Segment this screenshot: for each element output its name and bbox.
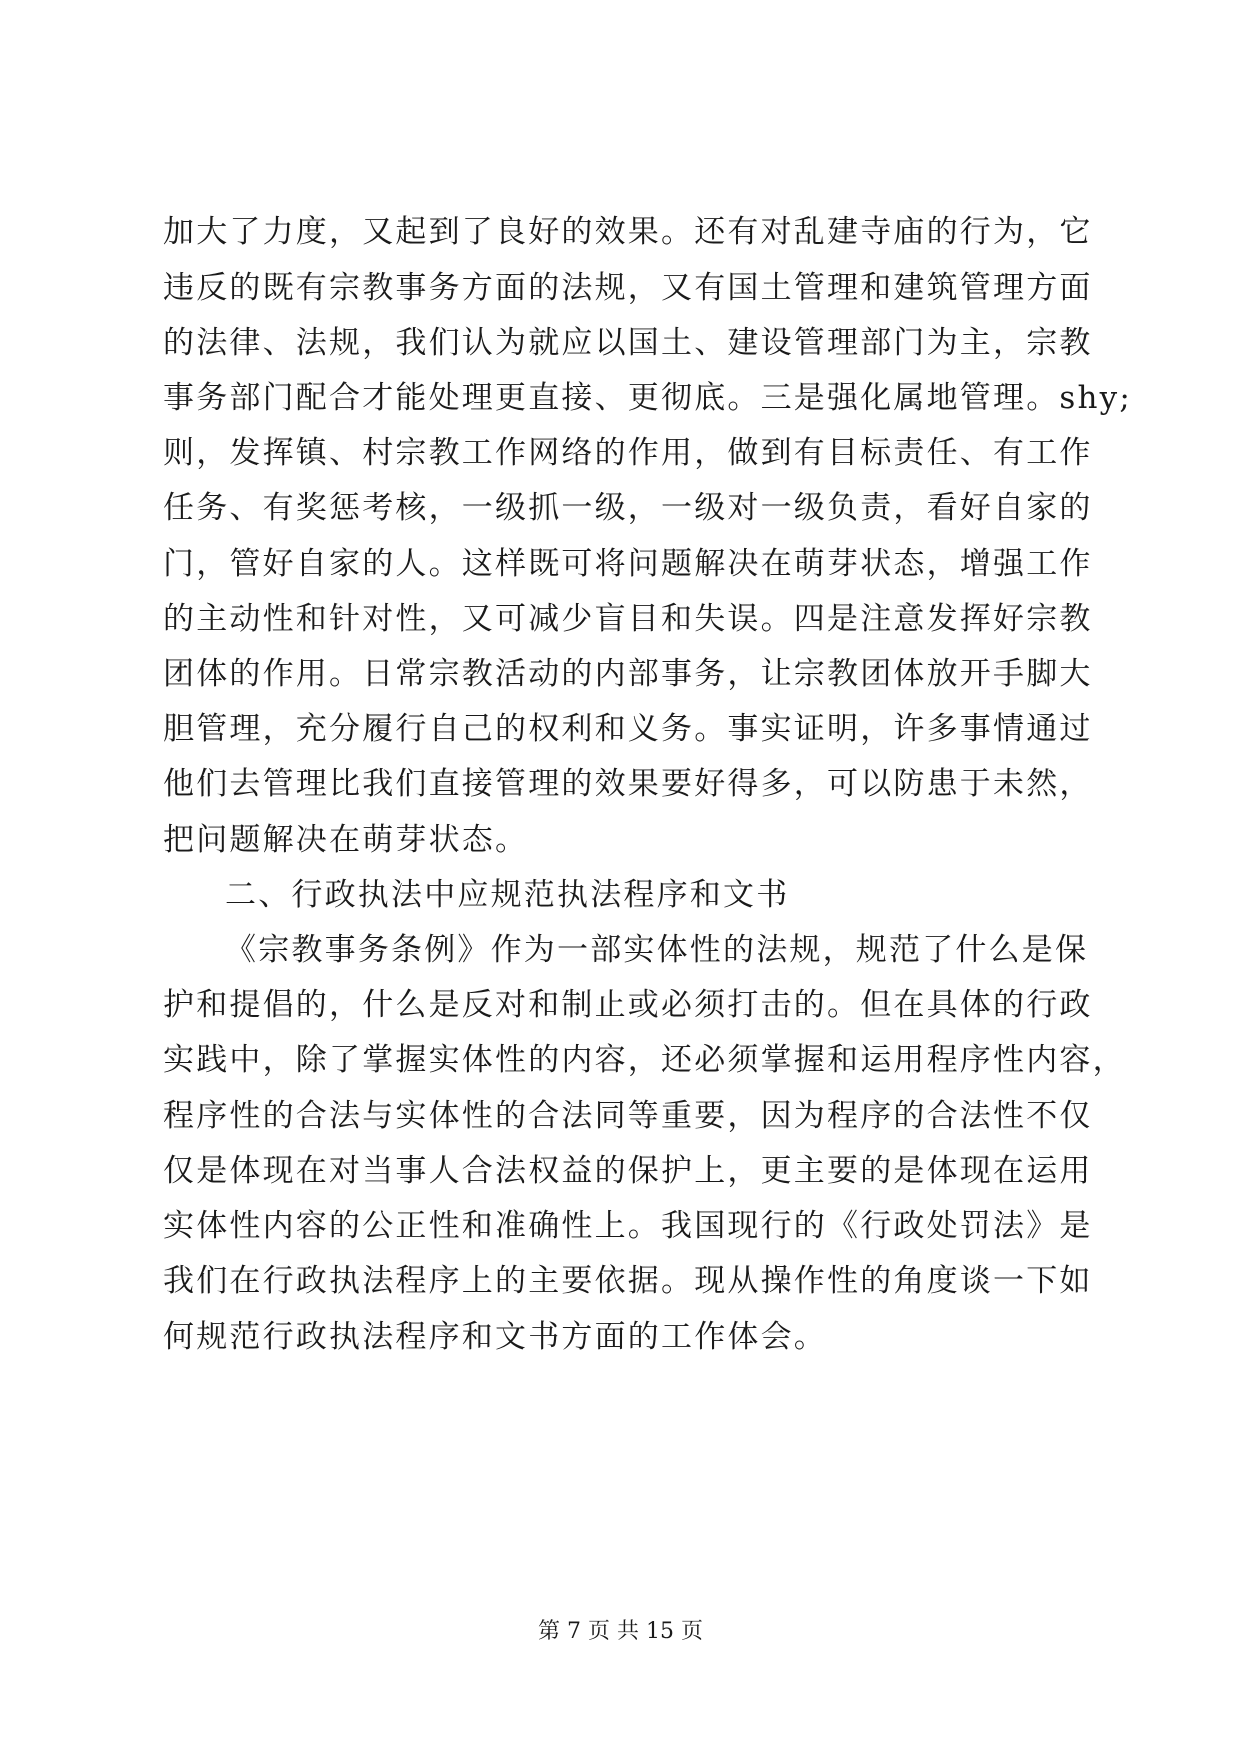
body-line: 的主动性和针对性，又可减少盲目和失误。四是注意发挥好宗教 [163, 601, 1093, 637]
body-line: 团体的作用。日常宗教活动的内部事务，让宗教团体放开手脚大 [163, 656, 1093, 692]
body-line: 的法律、法规，我们认为就应以国土、建设管理部门为主，宗教 [163, 325, 1093, 361]
body-line: 把问题解决在萌芽状态。 [163, 822, 529, 858]
body-line: 则，发挥镇、村宗教工作网络的作用，做到有目标责任、有工作 [163, 435, 1093, 471]
section-heading: 二、行政执法中应规范执法程序和文书 [225, 877, 790, 913]
section-line: 护和提倡的，什么是反对和制止或必须打击的。但在具体的行政 [163, 987, 1093, 1023]
body-line: 违反的既有宗教事务方面的法规，又有国土管理和建筑管理方面 [163, 270, 1093, 306]
body-line: 胆管理，充分履行自己的权利和义务。事实证明，许多事情通过 [163, 711, 1093, 747]
section-line: 程序性的合法与实体性的合法同等重要，因为程序的合法性不仅 [163, 1098, 1093, 1134]
body-line: 加大了力度，又起到了良好的效果。还有对乱建寺庙的行为，它 [163, 214, 1093, 250]
section-line: 《宗教事务条例》作为一部实体性的法规，规范了什么是保 [225, 932, 1089, 968]
page-number-footer: 第 7 页 共 15 页 [538, 1619, 703, 1644]
body-line: 门，管好自家的人。这样既可将问题解决在萌芽状态，增强工作 [163, 546, 1093, 582]
section-line: 仅是体现在对当事人合法权益的保护上，更主要的是体现在运用 [163, 1153, 1093, 1189]
section-line: 何规范行政执法程序和文书方面的工作体会。 [163, 1319, 827, 1355]
body-line: 任务、有奖惩考核，一级抓一级，一级对一级负责，看好自家的 [163, 490, 1093, 526]
section-line: 实践中，除了掌握实体性的内容，还必须掌握和运用程序性内容， [163, 1042, 1126, 1078]
section-line: 我们在行政执法程序上的主要依据。现从操作性的角度谈一下如 [163, 1263, 1093, 1299]
body-line: 事务部门配合才能处理更直接、更彻底。三是强化属地管理。shy; [163, 380, 1133, 416]
body-line: 他们去管理比我们直接管理的效果要好得多，可以防患于未然， [163, 766, 1093, 802]
section-line: 实体性内容的公正性和准确性上。我国现行的《行政处罚法》是 [163, 1208, 1093, 1244]
